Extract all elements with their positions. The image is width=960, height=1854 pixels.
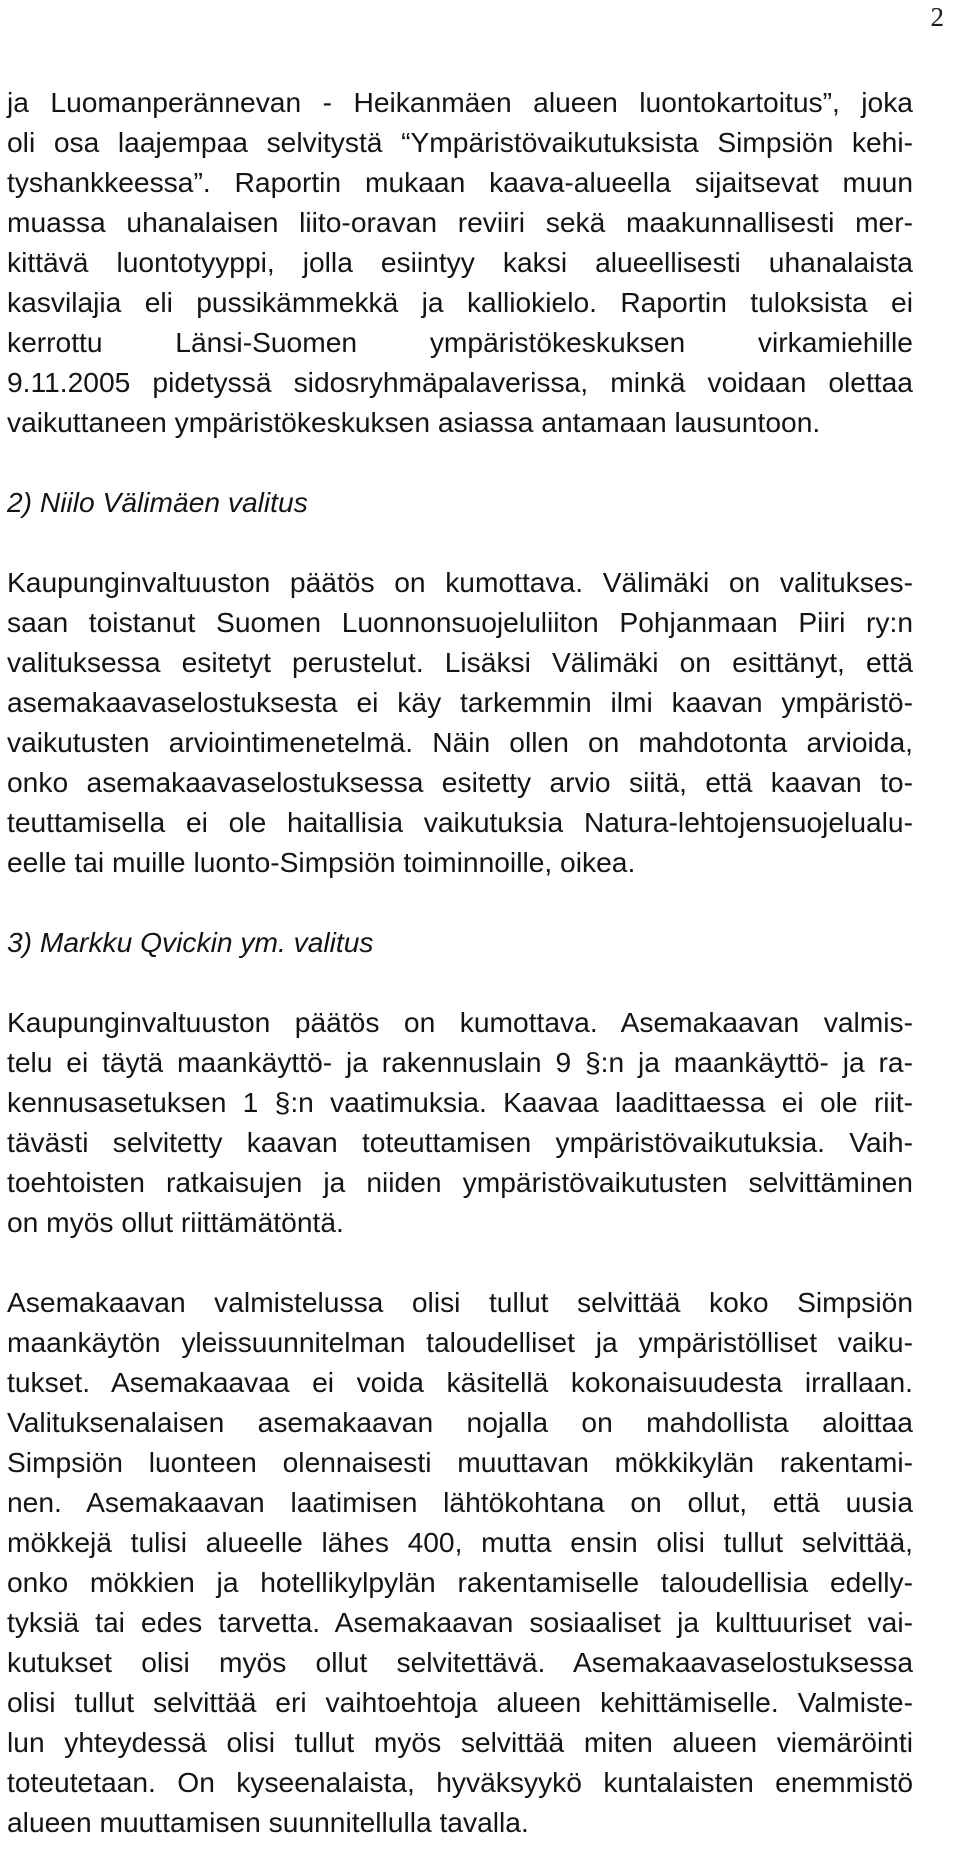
document-body	[7, 82, 913, 1842]
text-line: mökkejä tulisi alueelle lähes 400, mutta ensin olisi tullut selvittää,	[7, 1526, 913, 1558]
text-line: tyksiä tai edes tarvetta. Asemakaavan sosiaaliset ja kulttuuriset vai-	[7, 1606, 913, 1638]
text-line: vaikuttaneen ympäristökeskuksen asiassa antamaan lausuntoon.	[7, 406, 821, 438]
text-line: maankäytön yleissuunnitelman taloudelliset ja ympäristölliset vaiku-	[7, 1326, 913, 1358]
text-line: alueen muuttamisen suunnitellulla tavalla.	[7, 1806, 529, 1838]
text-line: muassa uhanalaisen liito-oravan reviiri sekä maakunnallisesti mer-	[7, 206, 913, 238]
text-line: telu ei täytä maankäyttö- ja rakennuslain 9 §:n ja maankäyttö- ja ra-	[7, 1046, 913, 1078]
text-line: toehtoisten ratkaisujen ja niiden ympäristövaikutusten selvittäminen	[7, 1166, 913, 1198]
text-line: Kaupunginvaltuuston päätös on kumottava. Välimäki on valitukses-	[7, 566, 913, 598]
text-line: lun yhteydessä olisi tullut myös selvittää miten alueen viemäröinti	[7, 1726, 913, 1758]
text-line: Valituksenalaisen asemakaavan nojalla on mahdollista aloittaa	[7, 1406, 913, 1438]
paragraph-qvick-1	[7, 1002, 913, 1242]
text-line: Simpsiön luonteen olennaisesti muuttavan mökkikylän rakentami-	[7, 1446, 913, 1478]
text-line: Asemakaavan valmistelussa olisi tullut selvittää koko Simpsiön	[7, 1286, 913, 1318]
text-line: saan toistanut Suomen Luonnonsuojeluliiton Pohjanmaan Piiri ry:n	[7, 606, 913, 638]
paragraph-valimaki	[7, 562, 913, 882]
heading-text: 3) Markku Qvickin ym. valitus	[7, 926, 374, 958]
text-line: teuttamisella ei ole haitallisia vaikutuksia Natura-lehtojensuojelualu-	[7, 806, 913, 838]
section-heading-valimaki	[7, 482, 913, 522]
paragraph-intro	[7, 82, 913, 442]
page-number: 2	[930, 2, 944, 32]
text-line: eelle tai muille luonto-Simpsiön toiminnoille, oikea.	[7, 846, 636, 878]
text-line: tukset. Asemakaavaa ei voida käsitellä kokonaisuudesta irrallaan.	[7, 1366, 913, 1398]
text-line: vaikutusten arviointimenetelmä. Näin ollen on mahdotonta arvioida,	[7, 726, 913, 758]
heading-text: 2) Niilo Välimäen valitus	[7, 486, 308, 518]
text-line: 9.11.2005 pidetyssä sidosryhmäpalaverissa, minkä voidaan olettaa	[7, 366, 913, 398]
text-line: ja Luomanperännevan - Heikanmäen alueen luontokartoitus”, joka	[7, 86, 913, 118]
text-line: valituksessa esitetyt perustelut. Lisäksi Välimäki on esittänyt, että	[7, 646, 913, 678]
text-line: nen. Asemakaavan laatimisen lähtökohtana on ollut, että uusia	[7, 1486, 913, 1518]
text-line: kennusasetuksen 1 §:n vaatimuksia. Kaavaa laadittaessa ei ole riit-	[7, 1086, 913, 1118]
text-line: olisi tullut selvittää eri vaihtoehtoja alueen kehittämiselle. Valmiste-	[7, 1686, 913, 1718]
text-line: onko mökkien ja hotellikylpylän rakentamiselle taloudellisia edelly-	[7, 1566, 913, 1598]
text-line: Kaupunginvaltuuston päätös on kumottava. Asemakaavan valmis-	[7, 1006, 913, 1038]
section-heading-qvick	[7, 922, 913, 962]
text-line: oli osa laajempaa selvitystä “Ympäristövaikutuksista Simpsiön kehi-	[7, 126, 913, 158]
text-line: tävästi selvitetty kaavan toteuttamisen ympäristövaikutuksia. Vaih-	[7, 1126, 913, 1158]
text-line: onko asemakaavaselostuksessa esitetty arvio siitä, että kaavan to-	[7, 766, 913, 798]
text-line: kittävä luontotyyppi, jolla esiintyy kaksi alueellisesti uhanalaista	[7, 246, 913, 278]
text-line: toteutetaan. On kyseenalaista, hyväksyykö kuntalaisten enemmistö	[7, 1766, 913, 1798]
text-line: on myös ollut riittämätöntä.	[7, 1206, 344, 1238]
text-line: tyshankkeessa”. Raportin mukaan kaava-alueella sijaitsevat muun	[7, 166, 913, 198]
text-line: kerrottu Länsi-Suomen ympäristökeskuksen virkamiehille	[7, 326, 913, 358]
text-line: kutukset olisi myös ollut selvitettävä. Asemakaavaselostuksessa	[7, 1646, 913, 1678]
text-line: asemakaavaselostuksesta ei käy tarkemmin ilmi kaavan ympäristö-	[7, 686, 913, 718]
text-line: kasvilajia eli pussikämmekkä ja kalliokielo. Raportin tuloksista ei	[7, 286, 913, 318]
paragraph-qvick-2	[7, 1282, 913, 1842]
